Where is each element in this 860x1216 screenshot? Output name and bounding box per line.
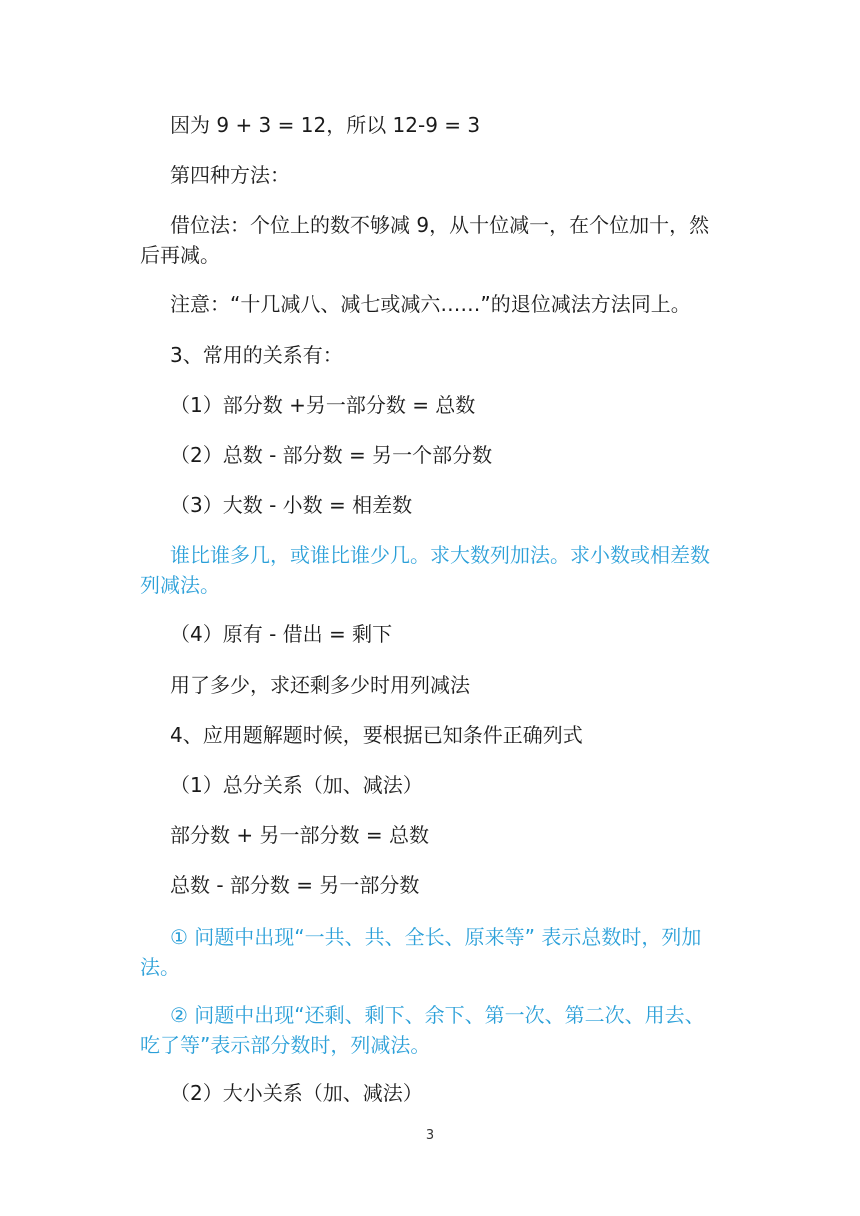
text-line: 用了多少，求还剩多少时用列减法: [170, 673, 470, 697]
note-line: 注意：“十几减八、减七或减六……”的退位减法方法同上。: [170, 292, 691, 316]
formula-line: （3）大数 - 小数 = 相差数: [170, 493, 413, 517]
formula-line: （2）总数 - 部分数 = 另一个部分数: [170, 443, 493, 467]
formula-line: （1）部分数 +另一部分数 = 总数: [170, 393, 476, 417]
subsection-heading: （2）大小关系（加、减法）: [170, 1081, 423, 1105]
text-line: 因为 9 + 3 = 12，所以 12-9 = 3: [170, 113, 481, 137]
section-heading: 第四种方法：: [170, 163, 290, 187]
section-heading: 3、常用的关系有：: [170, 343, 343, 367]
formula-line: 总数 - 部分数 = 另一部分数: [170, 873, 420, 897]
subsection-heading: （1）总分关系（加、减法）: [170, 773, 423, 797]
formula-line: （4）原有 - 借出 = 剩下: [170, 622, 393, 646]
formula-line: 部分数 + 另一部分数 = 总数: [170, 823, 429, 847]
highlight-paragraph: 谁比谁多几，或谁比谁少几。求大数列加法。求小数或相差数列减法。: [140, 543, 710, 597]
paragraph: 借位法：个位上的数不够减 9，从十位减一，在个位加十，然后再减。: [140, 213, 710, 267]
page-number: 3: [425, 1128, 435, 1143]
highlight-paragraph: ② 问题中出现“还剩、剩下、余下、第一次、第二次、用去、吃了等”表示部分数时，列减法。: [140, 1003, 705, 1057]
highlight-paragraph: ① 问题中出现“一共、共、全长、原来等” 表示总数时，列加法。: [140, 925, 702, 979]
section-heading: 4、应用题解题时候，要根据已知条件正确列式: [170, 723, 583, 747]
